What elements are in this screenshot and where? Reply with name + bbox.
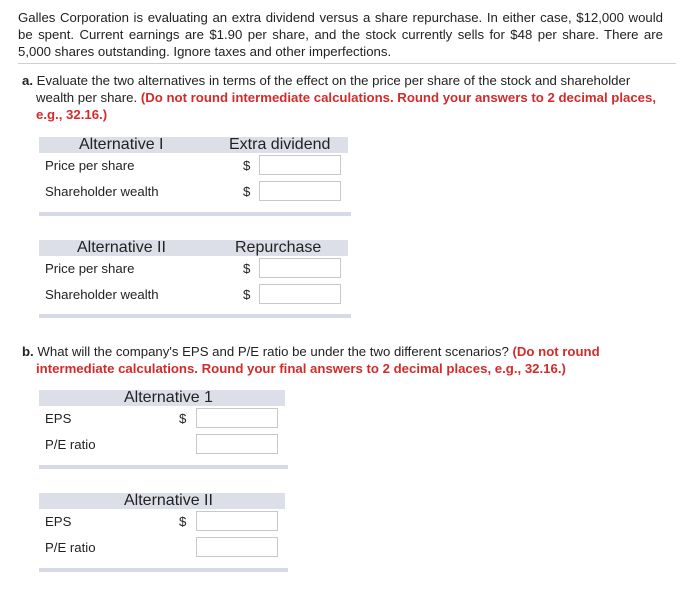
dollar-sign: $ xyxy=(179,514,187,529)
question-a-letter: a. xyxy=(22,73,33,88)
price-per-share-input[interactable] xyxy=(259,258,341,278)
price-per-share-input[interactable] xyxy=(259,155,341,175)
table-header xyxy=(39,493,285,509)
question-a-text: Evaluate the two alternatives in terms of the effect on the price per share of the stock and shareholder wealth per share. xyxy=(36,73,631,105)
question-a-instruction: (Do not round intermediate calculations. Round your answers to 2 decimal places, e.g., 32.16.) xyxy=(36,90,656,122)
eps-input[interactable] xyxy=(196,511,278,531)
question-b-letter: b. xyxy=(22,344,34,359)
row-label-shareholder-wealth: Shareholder wealth xyxy=(45,287,159,302)
header-repurchase: Repurchase xyxy=(235,239,322,256)
table-header xyxy=(39,240,348,256)
table-header xyxy=(39,390,285,406)
row-label-eps: EPS xyxy=(45,411,72,426)
question-b xyxy=(22,343,662,377)
dollar-sign: $ xyxy=(243,261,251,276)
question-a xyxy=(22,72,662,123)
row-label-pe-ratio: P/E ratio xyxy=(45,540,96,555)
problem-intro: Galles Corporation is evaluating an extra dividend versus a share repurchase. In either case, $12,000 would be spent. Current earnings are $1.90 per share, and the stock currently sells for $48 per share. There are 5,000 shares outstanding. Ignore taxes and other imperfections. xyxy=(18,10,663,59)
row-label-pe-ratio: P/E ratio xyxy=(45,437,96,452)
header-alternative-2: Alternative II xyxy=(124,492,213,509)
table-footer-bar xyxy=(39,465,288,469)
table-footer-bar xyxy=(39,568,288,572)
row-label-price-per-share: Price per share xyxy=(45,261,135,276)
dollar-sign: $ xyxy=(243,184,251,199)
row-label-eps: EPS xyxy=(45,514,72,529)
header-extra-dividend: Extra dividend xyxy=(229,136,331,153)
shareholder-wealth-input[interactable] xyxy=(259,284,341,304)
header-alternative-1: Alternative 1 xyxy=(124,389,213,406)
pe-ratio-input[interactable] xyxy=(196,537,278,557)
pe-ratio-input[interactable] xyxy=(196,434,278,454)
shareholder-wealth-input[interactable] xyxy=(259,181,341,201)
dollar-sign: $ xyxy=(243,287,251,302)
row-label-price-per-share: Price per share xyxy=(45,158,135,173)
dollar-sign: $ xyxy=(243,158,251,173)
row-label-shareholder-wealth: Shareholder wealth xyxy=(45,184,159,199)
question-b-text: What will the company's EPS and P/E ratio be under the two different scenarios? xyxy=(37,344,509,359)
header-alternative-label: Alternative I xyxy=(79,136,164,153)
table-header xyxy=(39,137,348,153)
question-b-instruction: (Do not round intermediate calculations. Round your final answers to 2 decimal places, e.g., 32.16.) xyxy=(36,344,600,376)
table-footer-bar xyxy=(39,212,351,216)
header-alternative-label: Alternative II xyxy=(77,239,166,256)
eps-input[interactable] xyxy=(196,408,278,428)
dollar-sign: $ xyxy=(179,411,187,426)
section-divider xyxy=(18,63,676,64)
table-footer-bar xyxy=(39,314,351,318)
